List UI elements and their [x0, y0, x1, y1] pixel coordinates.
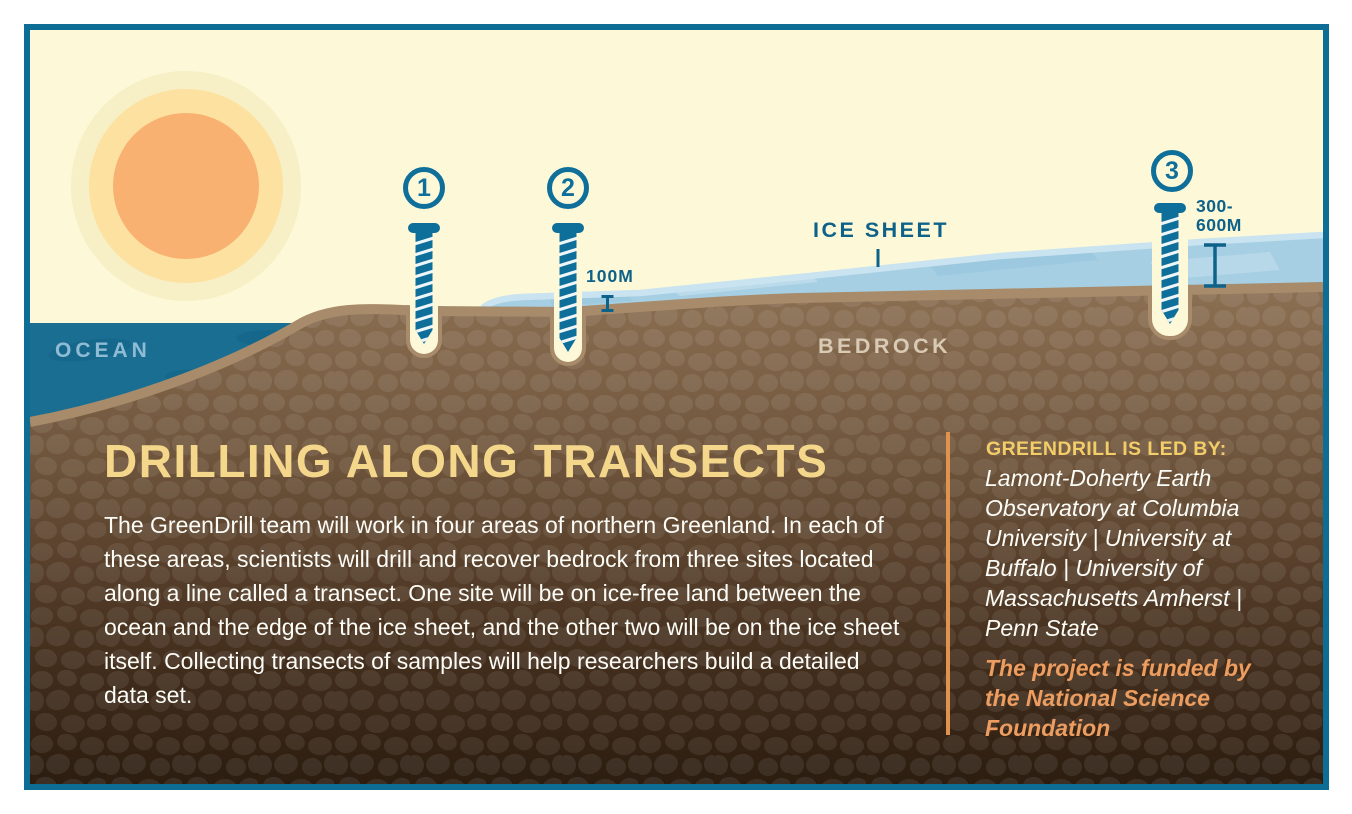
funded-line: the National Science: [985, 685, 1210, 711]
ocean-label: OCEAN: [55, 339, 151, 362]
bedrock-label: BEDROCK: [818, 334, 952, 358]
funded-line: Foundation: [985, 715, 1111, 741]
sidebar-led-by: [985, 463, 1242, 643]
sun-icon: [71, 71, 301, 301]
led-by-line: University | University at: [985, 525, 1232, 551]
site-marker-3: 3: [1151, 150, 1193, 192]
led-by-line: Buffalo | University of: [985, 555, 1202, 581]
led-by-line: Lamont-Doherty Earth: [985, 465, 1212, 491]
site-marker-1: 1: [403, 167, 445, 209]
led-by-line: Observatory at Columbia: [985, 495, 1240, 521]
led-by-line: Massachusetts Amherst |: [985, 585, 1242, 611]
site-marker-2: 2: [547, 167, 589, 209]
led-by-line: Penn State: [985, 615, 1099, 641]
ice-sheet-label: ICE SHEET: [813, 218, 949, 242]
sidebar-divider: [946, 432, 950, 735]
funded-line: The project is funded by: [985, 655, 1251, 681]
sidebar-heading: GREENDRILL IS LED BY:: [986, 438, 1227, 460]
sidebar-funded-by: [985, 653, 1251, 743]
page-title: DRILLING ALONG TRANSECTS: [104, 435, 829, 487]
site3-depth-label: [1196, 197, 1242, 235]
site3-depth-line1: 300-: [1196, 196, 1234, 216]
body-paragraph: The GreenDrill team will work in four areas of northern Greenland. In each of these areas, scientists will drill and recover bedrock from three sites located along a line called a transect. One site will be on ice-free land between the ocean and the edge of the ice sheet, and the other two will be on the ice sheet itself. Collecting transects of samples will help researchers build a detailed data set.: [104, 512, 900, 708]
site2-depth-label: 100M: [586, 266, 634, 286]
site3-depth-line2: 600M: [1196, 215, 1242, 235]
